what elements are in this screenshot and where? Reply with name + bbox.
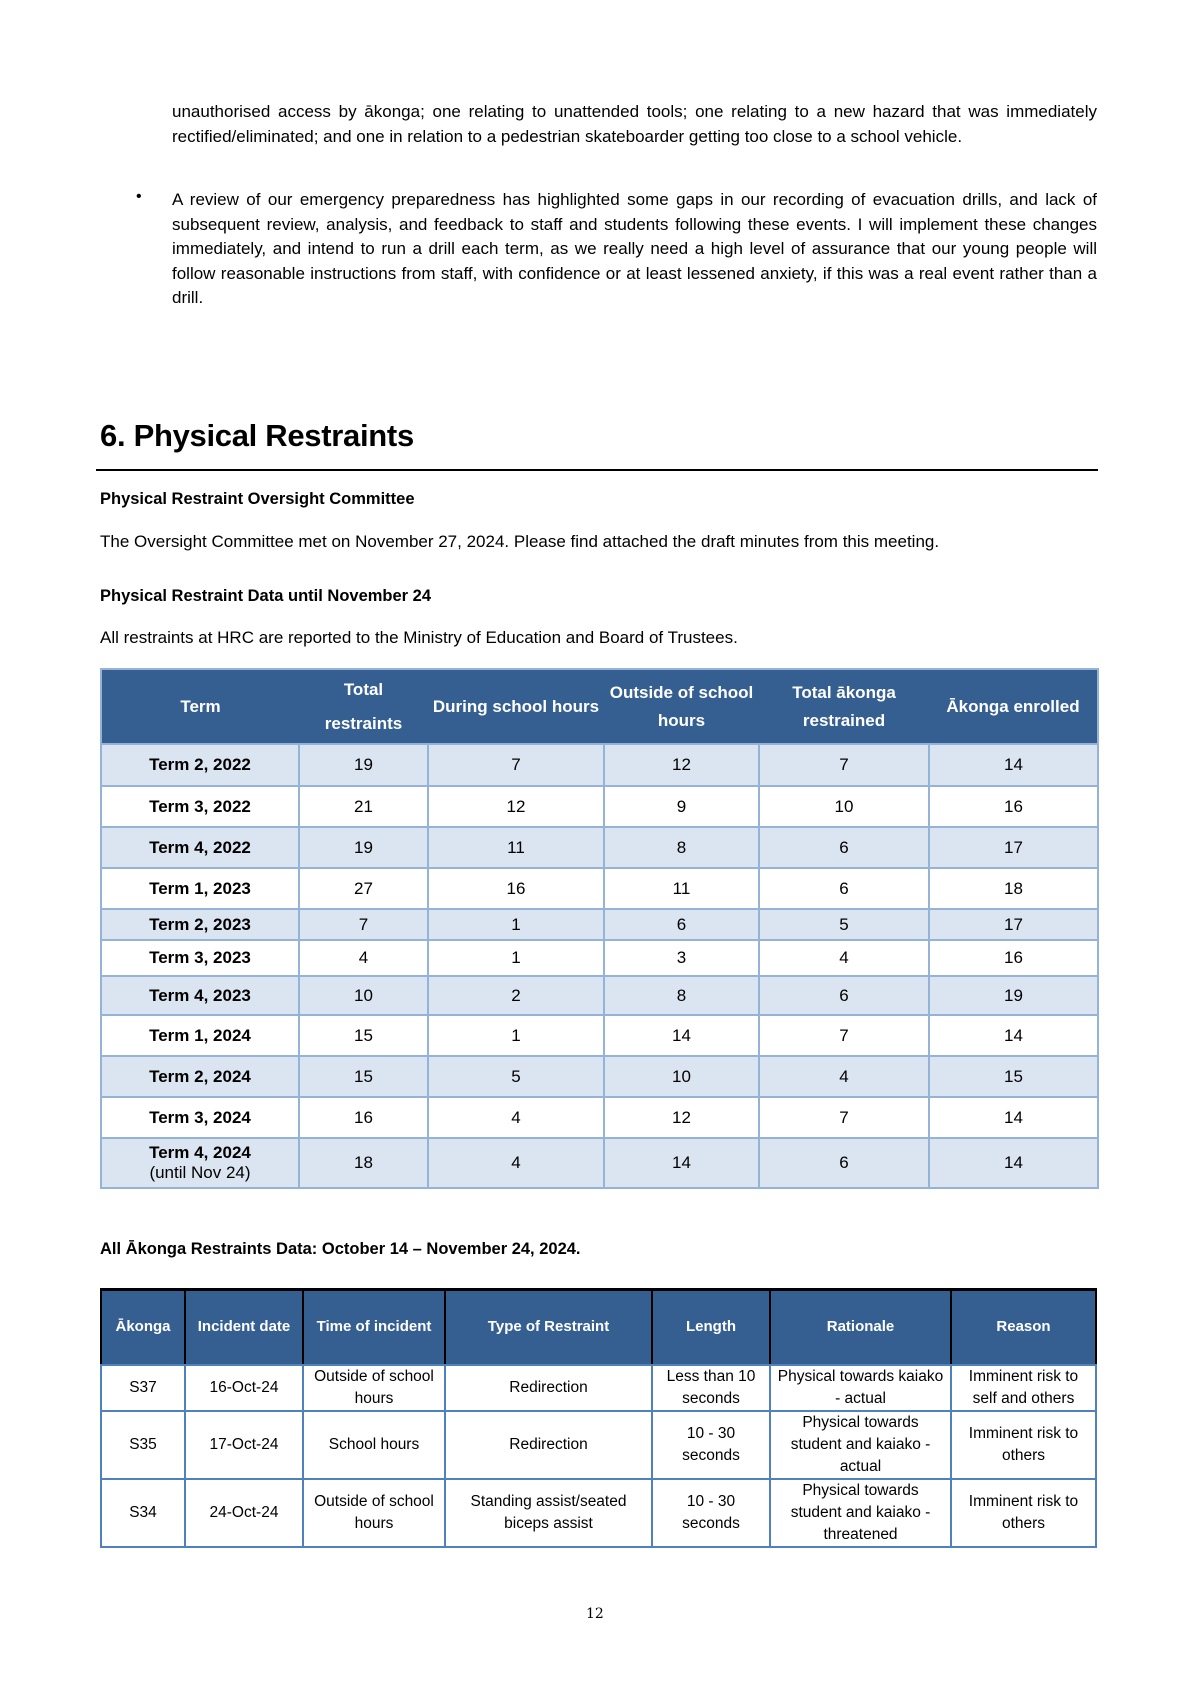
- cell-restrained: 7: [759, 744, 929, 786]
- cell-outside: 6: [604, 909, 759, 940]
- table-row: [101, 1015, 1098, 1056]
- cell-during: 12: [428, 786, 604, 827]
- cell-during: 16: [428, 868, 604, 909]
- table-header-row: [101, 1290, 1096, 1365]
- cell-restrained: 7: [759, 1015, 929, 1056]
- header-term: Term: [101, 669, 299, 744]
- header-incident-date: Incident date: [185, 1290, 303, 1365]
- section-divider: [96, 469, 1098, 471]
- cell-date: 17-Oct-24: [185, 1411, 303, 1479]
- term-label: Term 4, 2024: [149, 1143, 251, 1162]
- header-type-of-restraint: Type of Restraint: [445, 1290, 652, 1365]
- table-row: [101, 1097, 1098, 1138]
- cell-total: 27: [299, 868, 428, 909]
- cell-term: Term 3, 2023: [101, 940, 299, 976]
- cell-total: 4: [299, 940, 428, 976]
- header-outside-school-hours: Outside of school hours: [604, 669, 759, 744]
- cell-time: Outside of school hours: [303, 1479, 445, 1547]
- cell-term: Term 1, 2024: [101, 1015, 299, 1056]
- cell-during: 7: [428, 744, 604, 786]
- cell-term: Term 4, 2023: [101, 976, 299, 1015]
- cell-enrolled: 17: [929, 827, 1098, 868]
- header-rationale: Rationale: [770, 1290, 951, 1365]
- table-row: [101, 1056, 1098, 1097]
- cell-during: 4: [428, 1138, 604, 1188]
- table-row: [101, 827, 1098, 868]
- oversight-heading: Physical Restraint Oversight Committee: [100, 490, 415, 508]
- cell-during: 1: [428, 940, 604, 976]
- cell-during: 2: [428, 976, 604, 1015]
- cell-restrained: 5: [759, 909, 929, 940]
- cell-term: Term 2, 2024: [101, 1056, 299, 1097]
- cell-restrained: 6: [759, 868, 929, 909]
- cell-term: [101, 1138, 299, 1188]
- cell-date: 24-Oct-24: [185, 1479, 303, 1547]
- cell-rationale: Physical towards kaiako - actual: [770, 1365, 951, 1411]
- cell-total: 10: [299, 976, 428, 1015]
- cell-total: 16: [299, 1097, 428, 1138]
- cell-enrolled: 17: [929, 909, 1098, 940]
- bullet-icon: •: [136, 188, 142, 205]
- cell-enrolled: 14: [929, 1097, 1098, 1138]
- cell-rationale: Physical towards student and kaiako - actual: [770, 1411, 951, 1479]
- table-row: [101, 786, 1098, 827]
- cell-during: 4: [428, 1097, 604, 1138]
- table-row: [101, 1365, 1096, 1411]
- cell-total: 15: [299, 1056, 428, 1097]
- table-row: [101, 976, 1098, 1015]
- cell-akonga: S37: [101, 1365, 185, 1411]
- cell-term: Term 2, 2023: [101, 909, 299, 940]
- cell-date: 16-Oct-24: [185, 1365, 303, 1411]
- section-title: 6. Physical Restraints: [100, 418, 414, 453]
- cell-total: 19: [299, 827, 428, 868]
- cell-length: 10 - 30 seconds: [652, 1479, 770, 1547]
- cell-term: Term 3, 2022: [101, 786, 299, 827]
- cell-outside: 14: [604, 1015, 759, 1056]
- term-restraints-table: [100, 668, 1099, 1189]
- cell-outside: 11: [604, 868, 759, 909]
- cell-enrolled: 14: [929, 744, 1098, 786]
- cell-outside: 14: [604, 1138, 759, 1188]
- cell-akonga: S34: [101, 1479, 185, 1547]
- cell-length: 10 - 30 seconds: [652, 1411, 770, 1479]
- cell-restrained: 10: [759, 786, 929, 827]
- header-length: Length: [652, 1290, 770, 1365]
- cell-type: Standing assist/seated biceps assist: [445, 1479, 652, 1547]
- cell-restrained: 7: [759, 1097, 929, 1138]
- header-time-of-incident: Time of incident: [303, 1290, 445, 1365]
- cell-restrained: 6: [759, 827, 929, 868]
- cell-outside: 12: [604, 744, 759, 786]
- cell-term: Term 1, 2023: [101, 868, 299, 909]
- cell-enrolled: 16: [929, 786, 1098, 827]
- cell-outside: 9: [604, 786, 759, 827]
- cell-time: School hours: [303, 1411, 445, 1479]
- cell-type: Redirection: [445, 1365, 652, 1411]
- table-row: [101, 1138, 1098, 1188]
- cell-reason: Imminent risk to others: [951, 1479, 1096, 1547]
- cell-during: 1: [428, 1015, 604, 1056]
- bullet-continuation-paragraph: unauthorised access by ākonga; one relating to unattended tools; one relating to a new hazard that was immediately rectified/eliminated; and one in relation to a pedestrian skateboarder getting too close to a school vehicle.: [172, 102, 1097, 146]
- header-akonga: Ākonga: [101, 1290, 185, 1365]
- cell-total: 19: [299, 744, 428, 786]
- data-heading: Physical Restraint Data until November 24: [100, 587, 432, 605]
- header-total-restraints: Total restraints: [299, 669, 428, 744]
- cell-term: Term 3, 2024: [101, 1097, 299, 1138]
- cell-outside: 3: [604, 940, 759, 976]
- cell-enrolled: 14: [929, 1138, 1098, 1188]
- table-row: [101, 940, 1098, 976]
- cell-akonga: S35: [101, 1411, 185, 1479]
- table-row: [101, 868, 1098, 909]
- cell-enrolled: 18: [929, 868, 1098, 909]
- table-row: [101, 909, 1098, 940]
- term-note: (until Nov 24): [149, 1163, 251, 1182]
- cell-total: 18: [299, 1138, 428, 1188]
- cell-restrained: 6: [759, 1138, 929, 1188]
- cell-enrolled: 15: [929, 1056, 1098, 1097]
- incidents-heading: All Ākonga Restraints Data: October 14 – November 24, 2024.: [100, 1240, 581, 1258]
- oversight-text: The Oversight Committee met on November 27, 2024. Please find attached the draft minutes from this meeting.: [100, 532, 940, 551]
- cell-term: Term 2, 2022: [101, 744, 299, 786]
- table-row: [101, 1411, 1096, 1479]
- cell-total: 21: [299, 786, 428, 827]
- header-reason: Reason: [951, 1290, 1096, 1365]
- cell-restrained: 6: [759, 976, 929, 1015]
- header-total-akonga-restrained: Total ākonga restrained: [759, 669, 929, 744]
- table-header-row: [101, 669, 1098, 744]
- cell-time: Outside of school hours: [303, 1365, 445, 1411]
- cell-restrained: 4: [759, 940, 929, 976]
- data-text: All restraints at HRC are reported to the Ministry of Education and Board of Trustees.: [100, 628, 738, 647]
- header-during-school-hours: During school hours: [428, 669, 604, 744]
- page-number: 12: [586, 1606, 604, 1622]
- cell-length: Less than 10 seconds: [652, 1365, 770, 1411]
- table-row: [101, 744, 1098, 786]
- cell-outside: 8: [604, 827, 759, 868]
- header-akonga-enrolled: Ākonga enrolled: [929, 669, 1098, 744]
- cell-during: 11: [428, 827, 604, 868]
- cell-enrolled: 16: [929, 940, 1098, 976]
- bullet-paragraph-emergency-preparedness: A review of our emergency preparedness has highlighted some gaps in our recording of evacuation drills, and lack of subsequent review, analysis, and feedback to staff and students following these events. I will implement these changes immediately, and intend to run a drill each term, as we really need a high level of assurance that our young people will follow reasonable instructions from staff, with confidence or at least lessened anxiety, if this was a real event rather than a drill.: [172, 190, 1097, 307]
- table-row: [101, 1479, 1096, 1547]
- cell-during: 1: [428, 909, 604, 940]
- cell-total: 7: [299, 909, 428, 940]
- cell-rationale: Physical towards student and kaiako - threatened: [770, 1479, 951, 1547]
- cell-outside: 10: [604, 1056, 759, 1097]
- cell-type: Redirection: [445, 1411, 652, 1479]
- cell-reason: Imminent risk to others: [951, 1411, 1096, 1479]
- cell-term: Term 4, 2022: [101, 827, 299, 868]
- cell-enrolled: 19: [929, 976, 1098, 1015]
- cell-enrolled: 14: [929, 1015, 1098, 1056]
- cell-restrained: 4: [759, 1056, 929, 1097]
- cell-outside: 12: [604, 1097, 759, 1138]
- cell-reason: Imminent risk to self and others: [951, 1365, 1096, 1411]
- cell-during: 5: [428, 1056, 604, 1097]
- cell-total: 15: [299, 1015, 428, 1056]
- incident-restraints-table: [100, 1288, 1097, 1548]
- cell-outside: 8: [604, 976, 759, 1015]
